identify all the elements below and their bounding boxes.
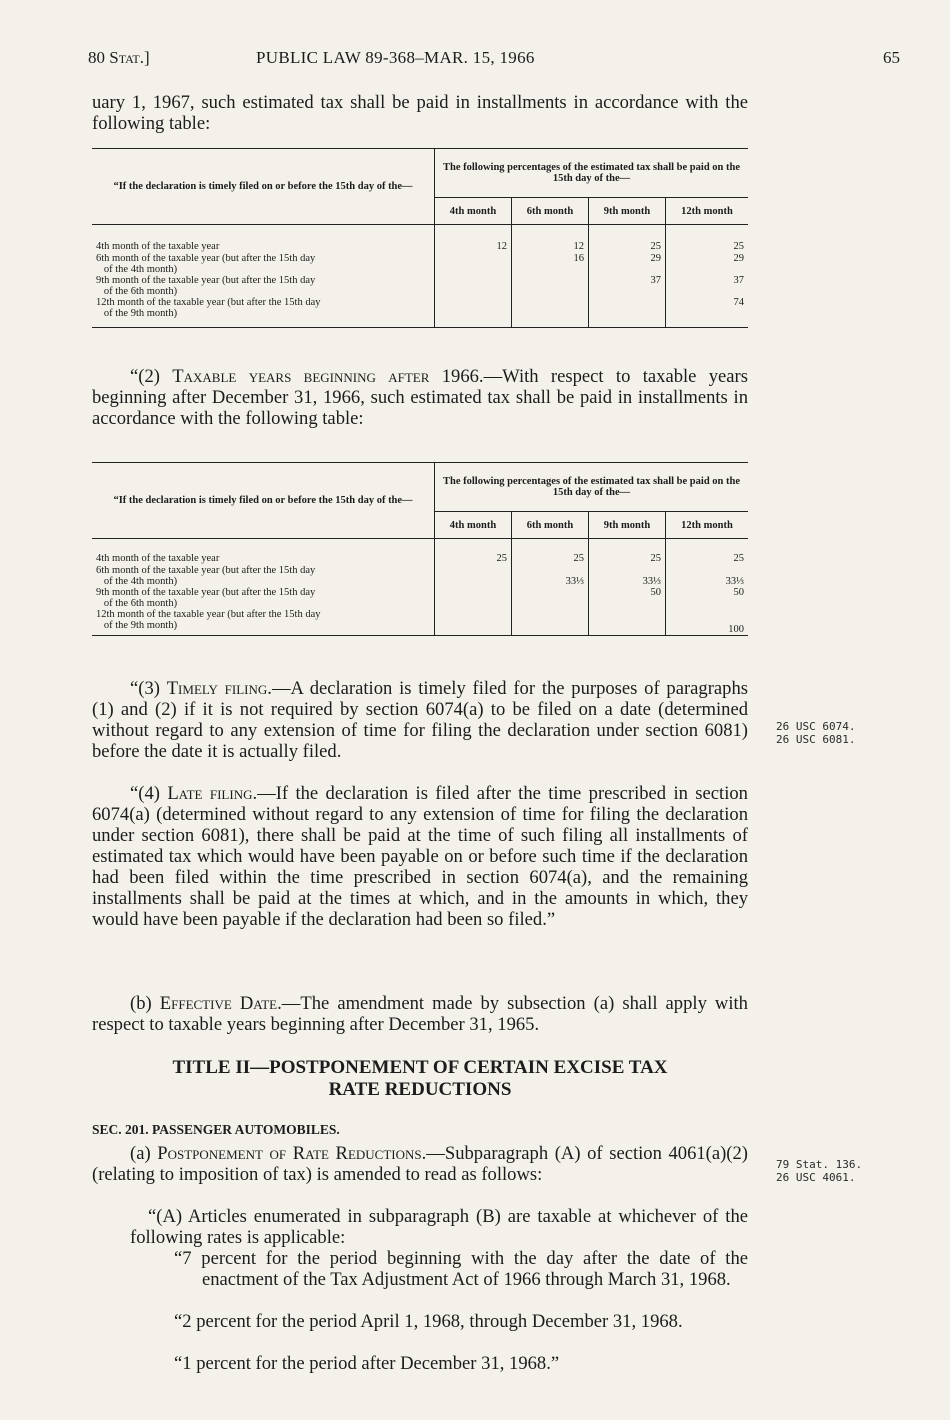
intro-paragraph: uary 1, 1967, such estimated tax shall be paid in installments in accordance with the following table: bbox=[92, 92, 748, 134]
table-row bbox=[92, 297, 748, 328]
rate-item: “1 percent for the period after December 31, 1968.” bbox=[174, 1353, 560, 1374]
table-row bbox=[92, 565, 748, 587]
row-label: 12th month of the taxable year (but after the 15th day of the 9th month) bbox=[96, 297, 321, 319]
table-cell: 33⅓ bbox=[589, 565, 666, 587]
table2-month-header: 4th month bbox=[435, 512, 512, 539]
row-label: 6th month of the taxable year (but after the 15th day of the 4th month) bbox=[96, 253, 316, 275]
table-cell bbox=[512, 297, 589, 328]
paragraph-a: (a) Postponement of Rate Reductions.—Subparagraph (A) of section 4061(a)(2) (relating to imposition of tax) is amended to read as follows: bbox=[92, 1143, 748, 1185]
row-label: 4th month of the taxable year bbox=[96, 553, 220, 564]
row-label: 9th month of the taxable year (but after the 15th day of the 6th month) bbox=[96, 587, 316, 609]
page-number: 65 bbox=[883, 48, 900, 67]
rate-item: “7 percent for the period beginning with the day after the date of the enactment of the Tax Adjustment Act of 1966 through March 31, 1968. bbox=[174, 1248, 748, 1290]
row-label: 12th month of the taxable year (but after the 15th day of the 9th month) bbox=[96, 609, 321, 631]
table-cell bbox=[435, 565, 512, 587]
table-cell: 37 bbox=[666, 275, 749, 297]
margin-note: 26 USC 6074. 26 USC 6081. bbox=[776, 720, 856, 746]
row-label: 6th month of the taxable year (but after the 15th day of the 4th month) bbox=[96, 565, 316, 587]
table-cell: 50 bbox=[666, 587, 749, 609]
paragraph-3: “(3) Timely filing.—A declaration is timely filed for the purposes of paragraphs (1) and (2) if it is not required by section 6074(a) to be filed on a date (determined without regard to any extension of time for filing the declaration under section 6081) before the date it is actually filed. bbox=[92, 678, 748, 762]
paragraph-4: “(4) Late filing.—If the declaration is filed after the time prescribed in section 6074(a) (determined without regard to any extension of time for filing the declaration under section 6081), there shall be paid at the time of such filing all installments of estimated tax which would have been payable on or before such time if the declaration had been filed within the time prescribed in section 6074(a), and the remaining installments shall be paid at the times at which, and in the amounts in which, they would have been payable if the declaration had been so filed.” bbox=[92, 783, 748, 930]
table-cell bbox=[435, 609, 512, 636]
table-row bbox=[92, 553, 748, 565]
table-cell: 25 bbox=[589, 553, 666, 565]
title-heading: TITLE II—POSTPONEMENT OF CERTAIN EXCISE TAX RATE REDUCTIONS bbox=[172, 1057, 668, 1100]
row-label: 4th month of the taxable year bbox=[96, 241, 220, 252]
table-cell: 25 bbox=[589, 241, 666, 253]
table2-month-header: 9th month bbox=[589, 512, 666, 539]
table-cell bbox=[435, 587, 512, 609]
table-row bbox=[92, 275, 748, 297]
table-cell bbox=[435, 253, 512, 275]
table-cell bbox=[435, 275, 512, 297]
paragraph-heading: Effective Date. bbox=[159, 993, 282, 1014]
margin-note: 79 Stat. 136. 26 USC 4061. bbox=[776, 1158, 863, 1184]
table-cell: 29 bbox=[589, 253, 666, 275]
header-stat-ref: 80 Stat.] bbox=[88, 48, 150, 67]
table1-month-header: 9th month bbox=[589, 198, 666, 225]
table-cell: 16 bbox=[512, 253, 589, 275]
subparagraph-A: “(A) Articles enumerated in subparagraph (B) are taxable at whichever of the following rates is applicable: bbox=[130, 1206, 748, 1248]
table-cell bbox=[512, 587, 589, 609]
table-row bbox=[92, 609, 748, 636]
table1-month-header: 4th month bbox=[435, 198, 512, 225]
table-cell: 12 bbox=[435, 241, 512, 253]
table-cell bbox=[512, 609, 589, 636]
table-row bbox=[92, 587, 748, 609]
table-cell: 25 bbox=[512, 553, 589, 565]
paragraph-heading: Timely filing. bbox=[166, 678, 272, 699]
table1-percent-header: The following percentages of the estimated tax shall be paid on the 15th day of the— bbox=[435, 149, 749, 198]
table2-percent-header: The following percentages of the estimated tax shall be paid on the 15th day of the— bbox=[435, 463, 749, 512]
table1-filing-header: “If the declaration is timely filed on or before the 15th day of the— bbox=[92, 149, 435, 225]
table-cell: 33⅓ bbox=[512, 565, 589, 587]
table-cell: 37 bbox=[589, 275, 666, 297]
table2-filing-header: “If the declaration is timely filed on or before the 15th day of the— bbox=[92, 463, 435, 539]
table1-month-header: 12th month bbox=[666, 198, 749, 225]
paragraph-heading: Postponement of Rate Reductions. bbox=[157, 1143, 427, 1164]
table-cell: 25 bbox=[666, 553, 749, 565]
installment-table-1 bbox=[92, 148, 748, 328]
paragraph-2: “(2) Taxable years beginning after 1966.—With respect to taxable years beginning after December 31, 1966, such estimated tax shall be paid in installments in accordance with the following table: bbox=[92, 366, 748, 429]
table-cell bbox=[589, 609, 666, 636]
table-cell: 25 bbox=[435, 553, 512, 565]
row-label: 9th month of the taxable year (but after the 15th day of the 6th month) bbox=[96, 275, 316, 297]
table2-month-header: 12th month bbox=[666, 512, 749, 539]
table-cell bbox=[589, 297, 666, 328]
paragraph-heading: Late filing. bbox=[167, 783, 258, 804]
table1-month-header: 6th month bbox=[512, 198, 589, 225]
section-heading: SEC. 201. PASSENGER AUTOMOBILES. bbox=[92, 1122, 340, 1137]
table-cell: 12 bbox=[512, 241, 589, 253]
table-cell bbox=[512, 275, 589, 297]
rate-item: “2 percent for the period April 1, 1968, through December 31, 1968. bbox=[174, 1311, 683, 1332]
header-law-title: PUBLIC LAW 89-368–MAR. 15, 1966 bbox=[256, 48, 535, 67]
table-row bbox=[92, 253, 748, 275]
table-cell: 100 bbox=[666, 609, 749, 636]
table-cell bbox=[435, 297, 512, 328]
table-cell: 50 bbox=[589, 587, 666, 609]
table-cell: 74 bbox=[666, 297, 749, 328]
paragraph-heading: Taxable years beginning after 1966. bbox=[172, 366, 484, 387]
effective-date-paragraph: (b) Effective Date.—The amendment made by subsection (a) shall apply with respect to taxable years beginning after December 31, 1965. bbox=[92, 993, 748, 1035]
table-cell: 33⅓ bbox=[666, 565, 749, 587]
table-cell: 29 bbox=[666, 253, 749, 275]
table-cell: 25 bbox=[666, 241, 749, 253]
installment-table-2 bbox=[92, 462, 748, 636]
table2-month-header: 6th month bbox=[512, 512, 589, 539]
table-row bbox=[92, 241, 748, 253]
